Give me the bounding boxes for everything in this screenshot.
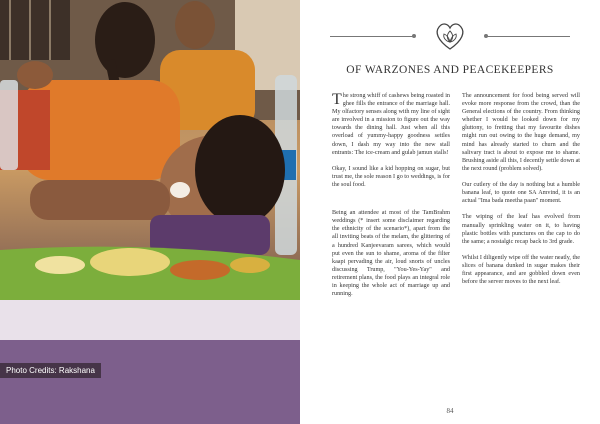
lotus-heart-icon xyxy=(433,20,467,52)
right-paragraph-3: The wiping of the leaf has evolved from manually sprinkling water on it, to having plastic bottles with punctures on the cap to do the same; a nostalgic recap back to 3rd grade. xyxy=(462,214,580,245)
left-paragraph-1: The strong whiff of cashews being roasted in ghee fills the entrance of the marriage hall. My olfactory senses along with my line of sight are involved in a mission to figure out the way towards the dining hall. Just when all this overload of yummy-happy goodness settles down, I dash my way into the new stall entrants: The ice-cream and gulab jamun stalls! xyxy=(332,91,450,156)
left-paragraph-3: Being an attendee at most of the TamBrahm weddings (* insert some disclaimer regarding the ethnicity of the scenario*), apart from the all inviting beats of the melam, the glittering of a hundred Kanjeevaram sarees, which would put even the sun to shame, aroma of the filter kaapi pervading the air, loud snorts of uncles discussing Trump, "You-Yes-Yay" and retirement plans, the food plays an integral role in keeping the whole act of marriage up and running. xyxy=(332,210,450,298)
photo-credit: Photo Credits: Rakshana xyxy=(0,363,101,378)
header-ornament xyxy=(330,20,570,54)
drop-cap: T xyxy=(332,91,342,108)
ornament-dot-left xyxy=(412,34,416,38)
right-paragraph-1: The announcement for food being served will evoke more response from the crowd, than the General elections of the country. From thinking whether I would be looked down for my gluttony, to fretting that my favourite dishes might run out owing to the huge demand, my mind has already started to churn and the salivary tract is about to expose me to shame. Brushing aside all this, I decently settle down at the next round (problem solved). xyxy=(462,93,580,172)
left-paragraph-2: Okay, I sound like a kid hopping on sugar, but trust me, the sole reason I go to weddings, is for the soul food. xyxy=(332,165,451,189)
page-number: 84 xyxy=(446,407,454,415)
ornament-line-right xyxy=(485,36,570,37)
left-column xyxy=(332,92,450,306)
right-paragraph-4: Whilst I diligently wipe off the water neatly, the slices of banana dunked in sugar makes their first appearance, and are gobbled down even before the server moves to the next leaf. xyxy=(462,254,581,286)
right-column xyxy=(462,92,580,294)
ornament-line-left xyxy=(330,36,415,37)
article-title: OF WARZONES AND PEACEKEEPERS xyxy=(346,64,554,76)
article-page xyxy=(300,0,600,424)
right-paragraph-2: Our cutlery of the day is nothing but a humble banana leaf, to quote one SA Amvind, it is an actual "Ima bada meetha paan" moment. xyxy=(462,182,580,205)
